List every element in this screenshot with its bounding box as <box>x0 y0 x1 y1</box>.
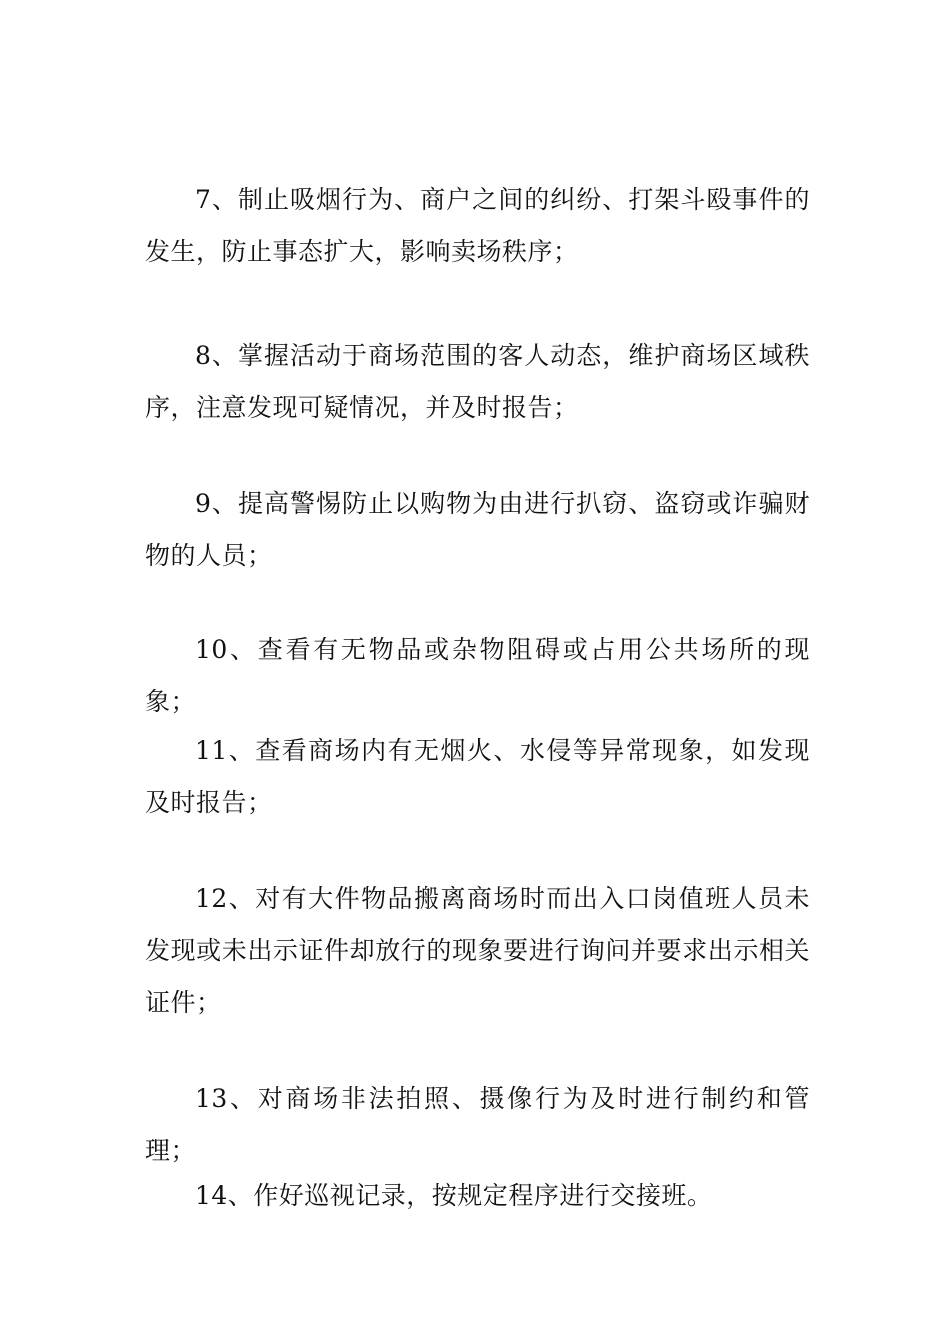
paragraph-item-13: 13、对商场非法拍照、摄像行为及时进行制约和管理； <box>145 1084 810 1165</box>
paragraph-item-7: 7、制止吸烟行为、商户之间的纠纷、打架斗殴事件的发生，防止事态扩大，影响卖场秩序； <box>145 185 810 266</box>
paragraph-item-10: 10、查看有无物品或杂物阻碍或占用公共场所的现象； <box>145 635 810 716</box>
paragraph-item-14: 14、作好巡视记录，按规定程序进行交接班。 <box>195 1181 713 1210</box>
paragraph-item-11: 11、查看商场内有无烟火、水侵等异常现象，如发现及时报告； <box>145 736 810 817</box>
paragraph-item-9: 9、提高警惕防止以购物为由进行扒窃、盗窃或诈骗财物的人员； <box>145 489 810 570</box>
paragraph-item-12: 12、对有大件物品搬离商场时而出入口岗值班人员未发现或未出示证件却放行的现象要进行询问并要求出示相关证件； <box>145 884 810 1017</box>
paragraph-item-8: 8、掌握活动于商场范围的客人动态，维护商场区域秩序，注意发现可疑情况，并及时报告； <box>145 341 810 422</box>
